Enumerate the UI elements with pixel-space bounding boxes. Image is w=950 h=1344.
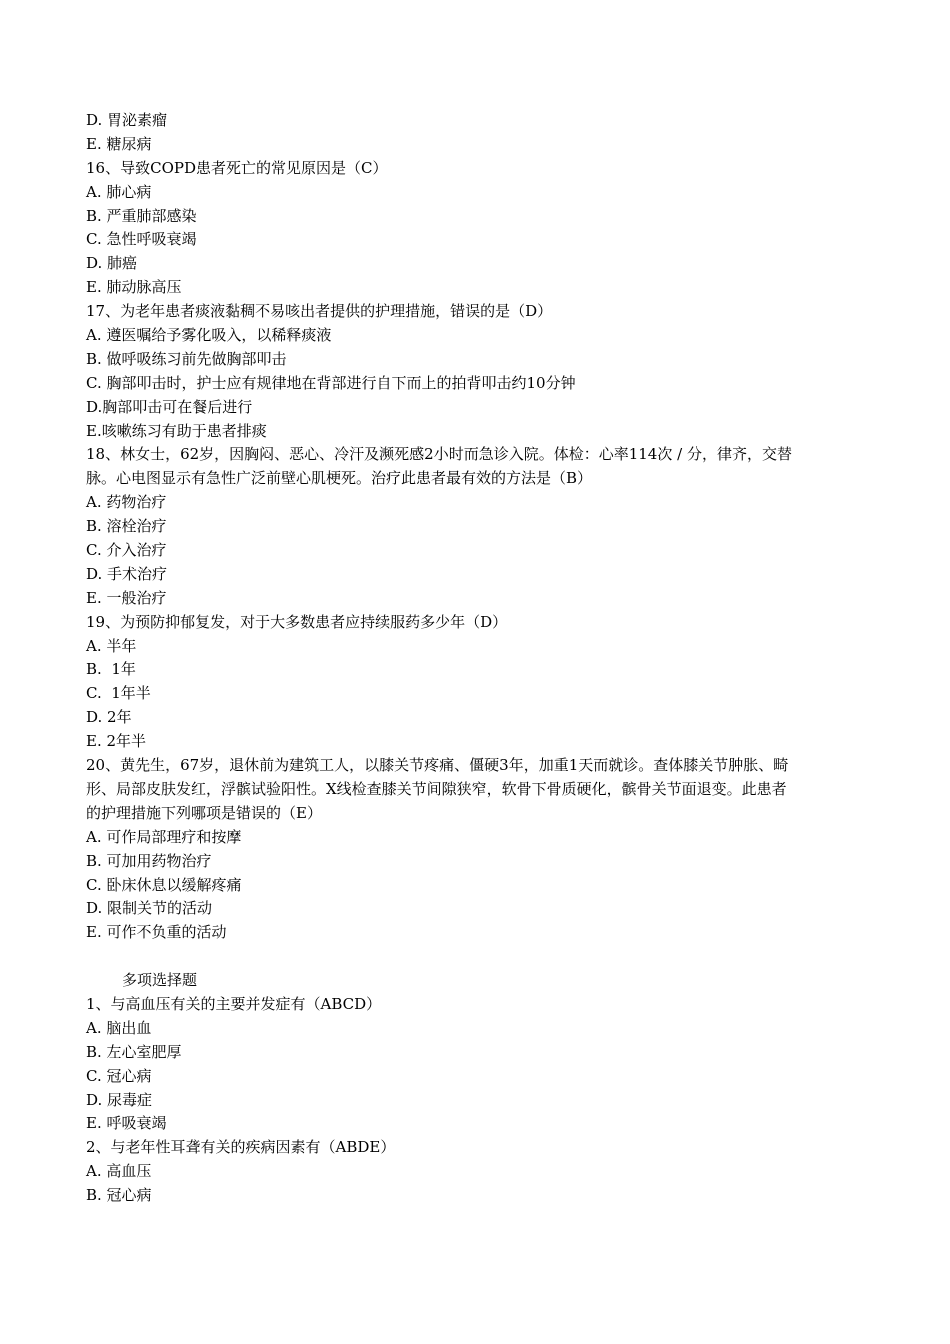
question-20-stem: 形、局部皮肤发红，浮髌试验阳性。X线检查膝关节间隙狭窄，软骨下骨质硬化，髌骨关节面退变。此患者: [86, 779, 787, 798]
option-line: B. 溶栓治疗: [86, 517, 167, 536]
option-line: A. 高血压: [86, 1162, 152, 1181]
option-line: A. 可作局部理疗和按摩: [86, 827, 242, 846]
question-16-stem: 16、导致COPD患者死亡的常见原因是（C）: [86, 158, 388, 177]
option-line: B. 冠心病: [86, 1186, 152, 1205]
option-line: A. 肺心病: [86, 182, 152, 201]
option-line: B. 1年: [86, 660, 136, 679]
section-title: 多项选择题: [122, 971, 198, 990]
option-line: C. 急性呼吸衰竭: [86, 230, 197, 249]
option-line: A. 半年: [86, 636, 137, 655]
option-line: D. 2年: [86, 708, 132, 727]
question-18-stem: 18、林女士，62岁，因胸闷、恶心、冷汗及濒死感2小时而急诊入院。体检：心率114次 / 分，律齐，交替: [86, 445, 792, 464]
option-line: D. 手术治疗: [86, 564, 168, 583]
question-20-stem: 20、黄先生，67岁，退休前为建筑工人，以膝关节疼痛、僵硬3年，加重1天而就诊。查体膝关节肿胀、畸: [86, 756, 789, 775]
option-line: E.咳嗽练习有助于患者排痰: [86, 421, 267, 440]
option-line: A. 遵医嘱给予雾化吸入，以稀释痰液: [86, 326, 332, 345]
question-17-stem: 17、为老年患者痰液黏稠不易咳出者提供的护理措施，错误的是（D）: [86, 302, 553, 321]
text-line: D. 胃泌素瘤: [86, 111, 168, 129]
option-line: D.胸部叩击可在餐后进行: [86, 397, 253, 416]
option-line: A. 药物治疗: [86, 493, 167, 512]
option-line: C. 卧床休息以缓解疼痛: [86, 875, 242, 894]
document-page: [86, 109, 890, 1208]
option-line: E. 肺动脉高压: [86, 278, 182, 297]
option-line: C. 胸部叩击时，护士应有规律地在背部进行自下而上的拍背叩击约10分钟: [86, 373, 576, 392]
option-line: C. 介入治疗: [86, 541, 167, 560]
option-line: D. 肺癌: [86, 254, 138, 273]
option-line: D. 限制关节的活动: [86, 899, 213, 918]
option-line: B. 可加用药物治疗: [86, 851, 212, 870]
option-line: C. 1年半: [86, 684, 151, 703]
text-line: E. 糖尿病: [86, 134, 152, 153]
question-19-stem: 19、为预防抑郁复发，对于大多数患者应持续服药多少年（D）: [86, 612, 508, 631]
option-line: B. 左心室肥厚: [86, 1042, 182, 1061]
option-line: D. 尿毒症: [86, 1090, 153, 1109]
option-line: E. 2年半: [86, 732, 147, 751]
question-18-stem: 脉。心电图显示有急性广泛前壁心肌梗死。治疗此患者最有效的方法是（B）: [86, 469, 593, 488]
option-line: B. 严重肺部感染: [86, 206, 197, 225]
option-line: E. 一般治疗: [86, 588, 167, 607]
option-line: A. 脑出血: [86, 1018, 152, 1037]
option-line: E. 可作不负重的活动: [86, 923, 227, 942]
multi-question-1-stem: 1、与高血压有关的主要并发症有（ABCD）: [86, 994, 382, 1013]
multi-question-2-stem: 2、与老年性耳聋有关的疾病因素有（ABDE）: [86, 1138, 396, 1157]
option-line: C. 冠心病: [86, 1066, 152, 1085]
option-line: E. 呼吸衰竭: [86, 1114, 167, 1133]
blank-line: [86, 945, 890, 969]
question-20-stem: 的护理措施下列哪项是错误的（E）: [86, 803, 322, 822]
option-line: B. 做呼吸练习前先做胸部叩击: [86, 349, 287, 368]
